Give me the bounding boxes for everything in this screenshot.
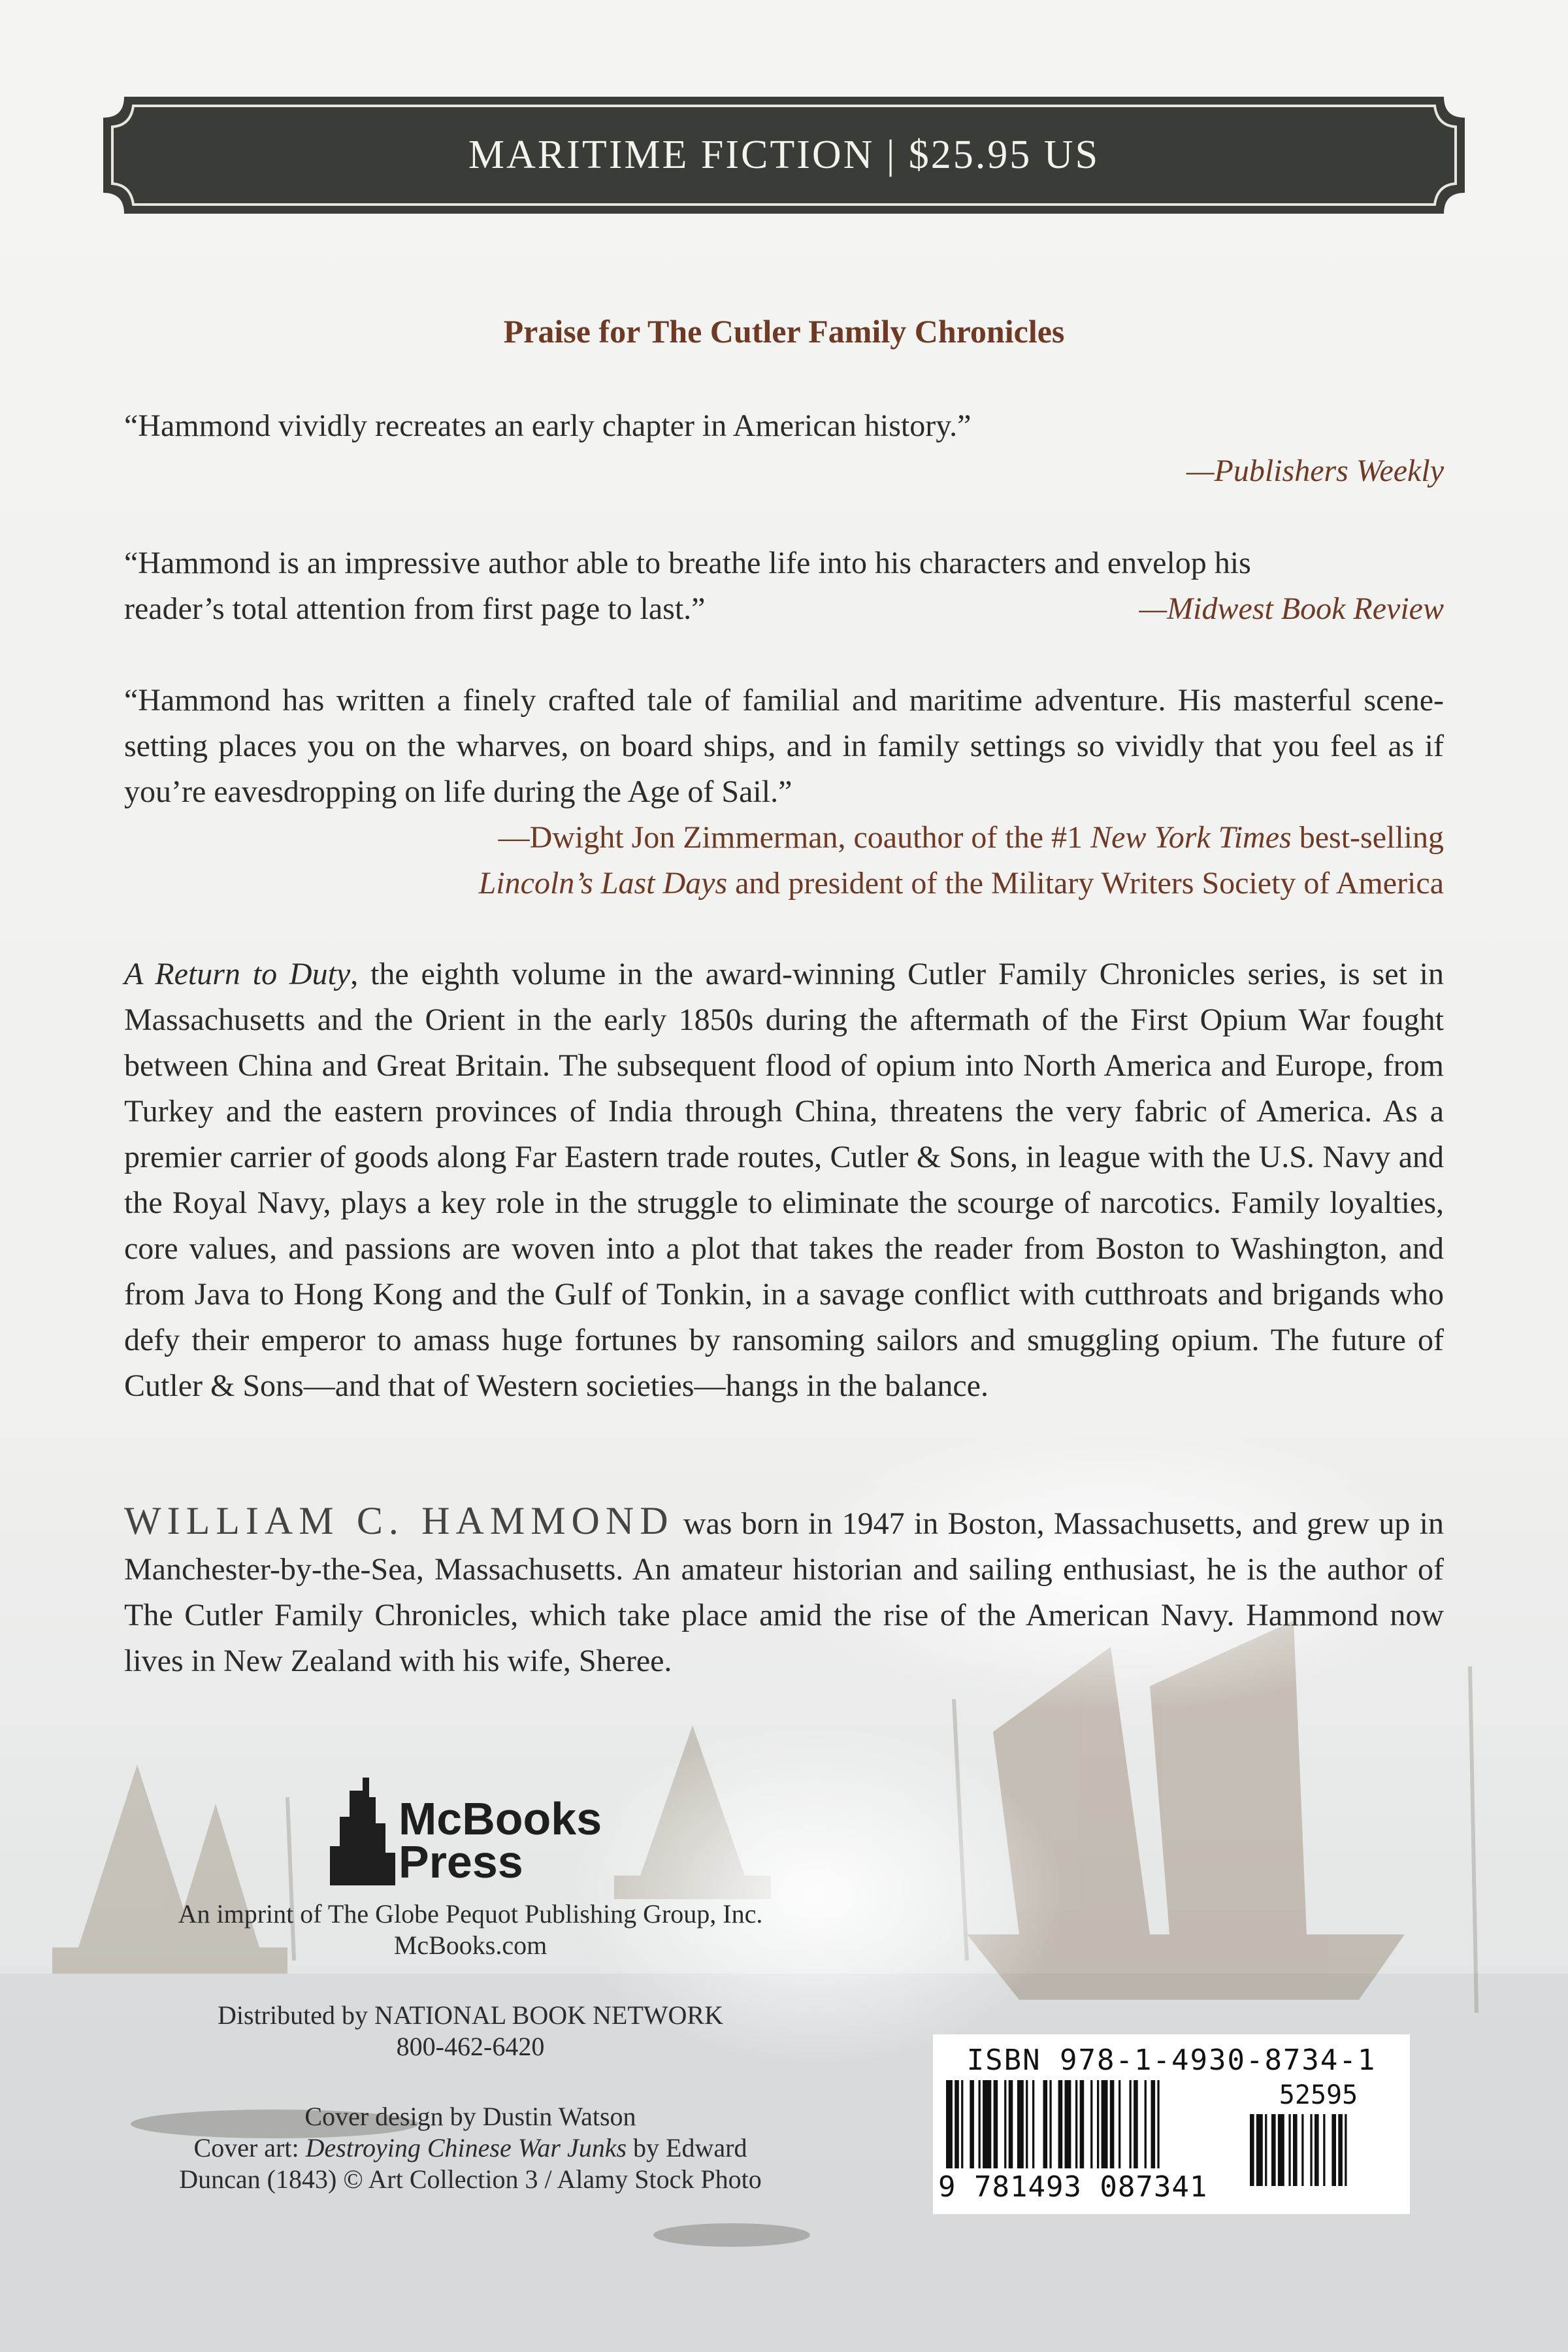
praise-heading: Praise for The Cutler Family Chronicles [503,313,1065,350]
distributor-text: Distributed by NATIONAL BOOK NETWORK [218,2000,723,2030]
quote-publishers-weekly: “Hammond vividly recreates an early chapter in American history.” [124,408,972,443]
website-text: McBooks.com [393,1930,547,1960]
logo-line2: Press [399,1836,523,1887]
ship-logo-icon [327,1771,405,1895]
attribution-italic: Lincoln’s Last Days [478,866,728,901]
category-price-banner [98,91,1470,219]
imprint-info [105,1898,836,1961]
cover-art-credit-line2: Duncan (1843) © Art Collection 3 / Alamy Stock Photo [179,2164,762,2194]
bio-text: was born in 1947 in Boston, Massachusetts, and grew up in Manchester-by-the-Sea, Massachusetts. An amateur historian and sailing enthusiast, he is the author of The Cutler Family Chronicles, which take place amid the rise of the American Navy. Hammond now lives in New Zealand with his wife, Sheree. [124,1506,1444,1678]
imprint-text: An imprint of The Globe Pequot Publishing Group, Inc. [178,1899,763,1929]
attribution-text: best-selling [1291,820,1444,855]
banner-text: MARITIME FICTION | $25.95 US [468,133,1100,177]
distributor-phone: 800-462-6420 [396,2032,545,2061]
distributor-info [105,2000,836,2062]
isbn-number: ISBN 978-1-4930-8734-1 [966,2044,1377,2077]
cover-art-title: Destroying Chinese War Junks [305,2133,627,2162]
logo-wordmark [399,1793,602,1887]
cover-design-credit: Cover design by Dustin Watson [304,2102,636,2131]
cover-art-suffix: by Edward [627,2133,747,2162]
quote-midwest-line1: “Hammond is an impressive author able to breathe life into his characters and envelop his [124,546,1251,580]
attribution-italic: New York Times [1090,820,1292,855]
ean-digits: 9 781493 087341 [938,2170,1208,2204]
quote-attribution: —Midwest Book Review [1139,591,1444,626]
isbn-barcode [933,2034,1410,2214]
attribution-text: and president of the Military Writers Society of America [727,866,1444,901]
cover-credits [98,2101,843,2195]
quote-midwest-line2 [124,586,1444,632]
quote-zimmerman: “Hammond has written a finely crafted tale of familial and maritime adventure. His masterful scene-setting places you on the wharves, on board ships, and in family settings so vividly that you feel as if you’re eavesdropping on life during the Age of Sail.” [124,683,1444,809]
cover-art-credit [98,2132,843,2164]
publisher-logo [327,1771,640,1895]
cover-art-prefix: Cover art: [193,2133,306,2162]
book-description [124,952,1444,1409]
book-title: A Return to Duty [124,957,351,991]
author-name: WILLIAM C. HAMMOND [124,1499,674,1542]
quote-midwest-text: reader’s total attention from first page to last.” [124,591,706,626]
quote-attribution-zimmerman [124,815,1444,906]
price-code: 52595 [1279,2080,1358,2110]
description-text: , the eighth volume in the award-winning Cutler Family Chronicles series, is set in Massachusetts and the Orient in the early 1850s during the aftermath of the First Opium War fought between China and Great Britain. The subsequent flood of opium into North America and Europe, from Turkey and the eastern provinces of India through China, threatens the very fabric of America. As a premier carrier of goods along Far Eastern trade routes, Cutler & Sons, in league with the U.S. Navy and the Royal Navy, plays a key role in the struggle to eliminate the scourge of narcotics. Family loyalties, core values, and passions are woven into a plot that takes the reader from Boston to Washington, and from Java to Hong Kong and the Gulf of Tonkin, in a savage conflict with cutthroats and brigands who defy their emperor to amass huge fortunes by ransoming sailors and smuggling opium. The future of Cutler & Sons—and that of Western societies—hangs in the balance. [124,957,1445,1403]
attribution-text: —Dwight Jon Zimmerman, coauthor of the #1 [498,820,1091,855]
author-bio [124,1498,1444,1684]
logo-line1: McBooks [399,1793,602,1844]
quote-attribution: —Publishers Weekly [1186,454,1444,488]
